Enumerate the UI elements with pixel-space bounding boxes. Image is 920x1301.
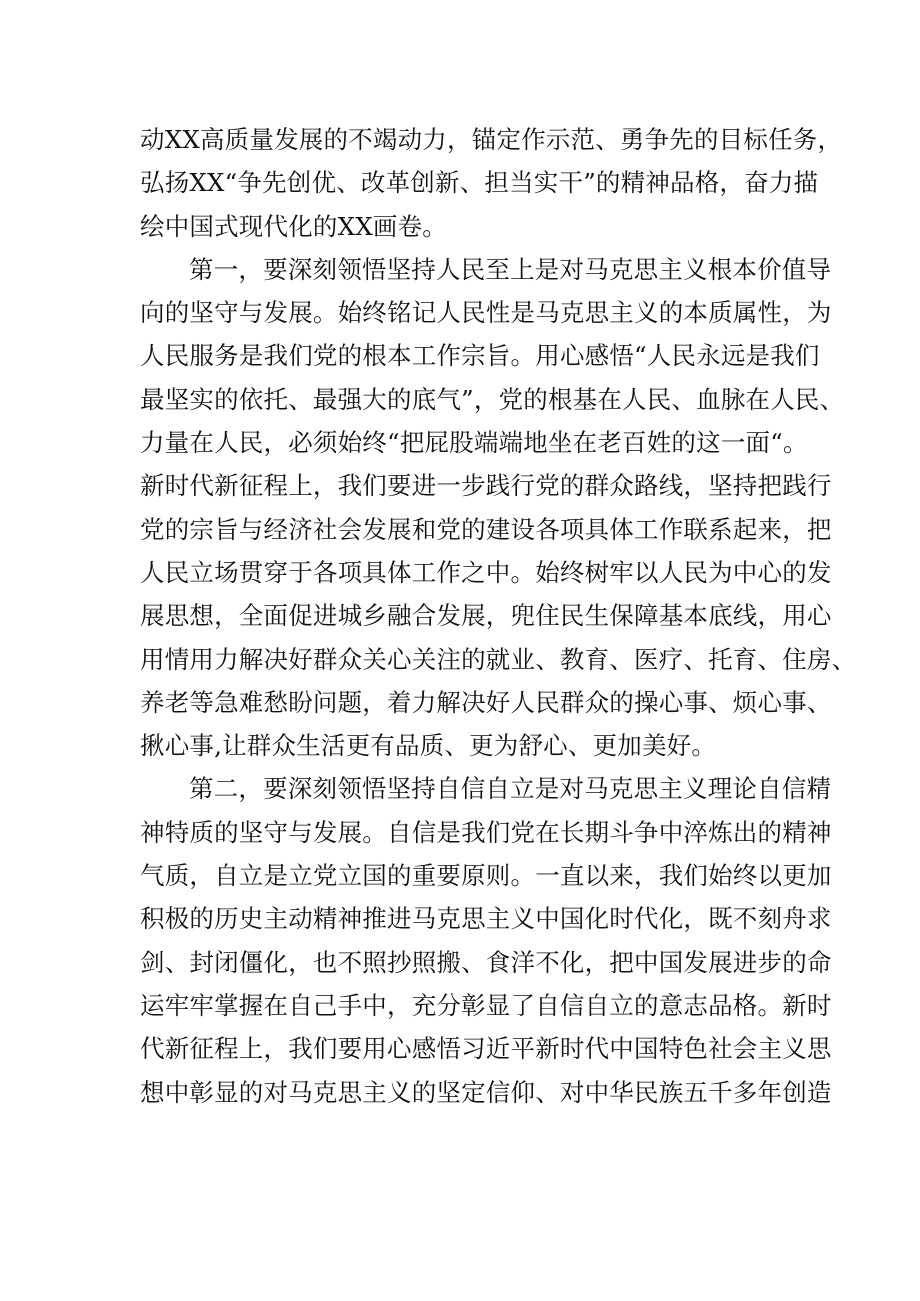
paragraph-line: 神特质的坚守与发展。自信是我们党在长期斗争中淬炼出的精神 bbox=[140, 817, 832, 847]
paragraph-line: 第一，要深刻领悟坚持人民至上是对马克思主义根本价值导 bbox=[189, 254, 832, 284]
paragraph-line: 党的宗旨与经济社会发展和党的建设各项具体工作联系起来，把 bbox=[140, 514, 832, 544]
paragraph-line: 气质，自立是立党立国的重要原则。一直以来，我们始终以更加 bbox=[140, 861, 832, 891]
paragraph-line: 最坚实的依托、最强大的底气”，党的根基在人民、血脉在人民、 bbox=[140, 384, 845, 414]
paragraph-line: 代新征程上，我们要用心感悟习近平新时代中国特色社会主义思 bbox=[140, 1034, 832, 1064]
paragraph-line: 剑、封闭僵化，也不照抄照搬、食洋不化，把中国发展进步的命 bbox=[140, 947, 832, 977]
paragraph-line: 弘扬XX“争先创优、改革创新、担当实干”的精神品格，奋力描 bbox=[140, 168, 819, 198]
document-body bbox=[140, 118, 857, 1114]
paragraph-line: 力量在人民，必须始终“把屁股端端地坐在老百姓的这一面“。 bbox=[140, 428, 808, 458]
paragraph-line: 人民服务是我们党的根本工作宗旨。用心感悟“人民永远是我们 bbox=[140, 341, 820, 371]
paragraph-line: 揪心事,让群众生活更有品质、更为舒心、更加美好。 bbox=[140, 731, 717, 761]
paragraph-line: 第二，要深刻领悟坚持自信自立是对马克思主义理论自信精 bbox=[189, 774, 832, 804]
paragraph-line: 养老等急难愁盼问题，着力解决好人民群众的操心事、烦心事、 bbox=[140, 687, 832, 717]
paragraph-line: 向的坚守与发展。始终铭记人民性是马克思主义的本质属性，为 bbox=[140, 298, 832, 328]
paragraph-line: 积极的历史主动精神推进马克思主义中国化时代化，既不刻舟求 bbox=[140, 904, 832, 934]
paragraph-line: 展思想，全面促进城乡融合发展，兜住民生保障基本底线，用心 bbox=[140, 601, 832, 631]
paragraph-line: 动XX高质量发展的不竭动力，锚定作示范、勇争先的目标任务， bbox=[140, 125, 843, 154]
paragraph-line: 绘中国式现代化的XX画卷。 bbox=[140, 211, 447, 241]
paragraph-line: 新时代新征程上，我们要进一步践行党的群众路线，坚持把践行 bbox=[140, 471, 832, 501]
paragraph-line: 运牢牢掌握在自己手中，充分彰显了自信自立的意志品格。新时 bbox=[140, 990, 832, 1020]
paragraph-line: 人民立场贯穿于各项具体工作之中。始终树牢以人民为中心的发 bbox=[140, 557, 832, 587]
paragraph-line: 用情用力解决好群众关心关注的就业、教育、医疗、托育、住房、 bbox=[140, 644, 857, 674]
paragraph-line: 想中彰显的对马克思主义的坚定信仰、对中华民族五千多年创造 bbox=[140, 1077, 832, 1107]
